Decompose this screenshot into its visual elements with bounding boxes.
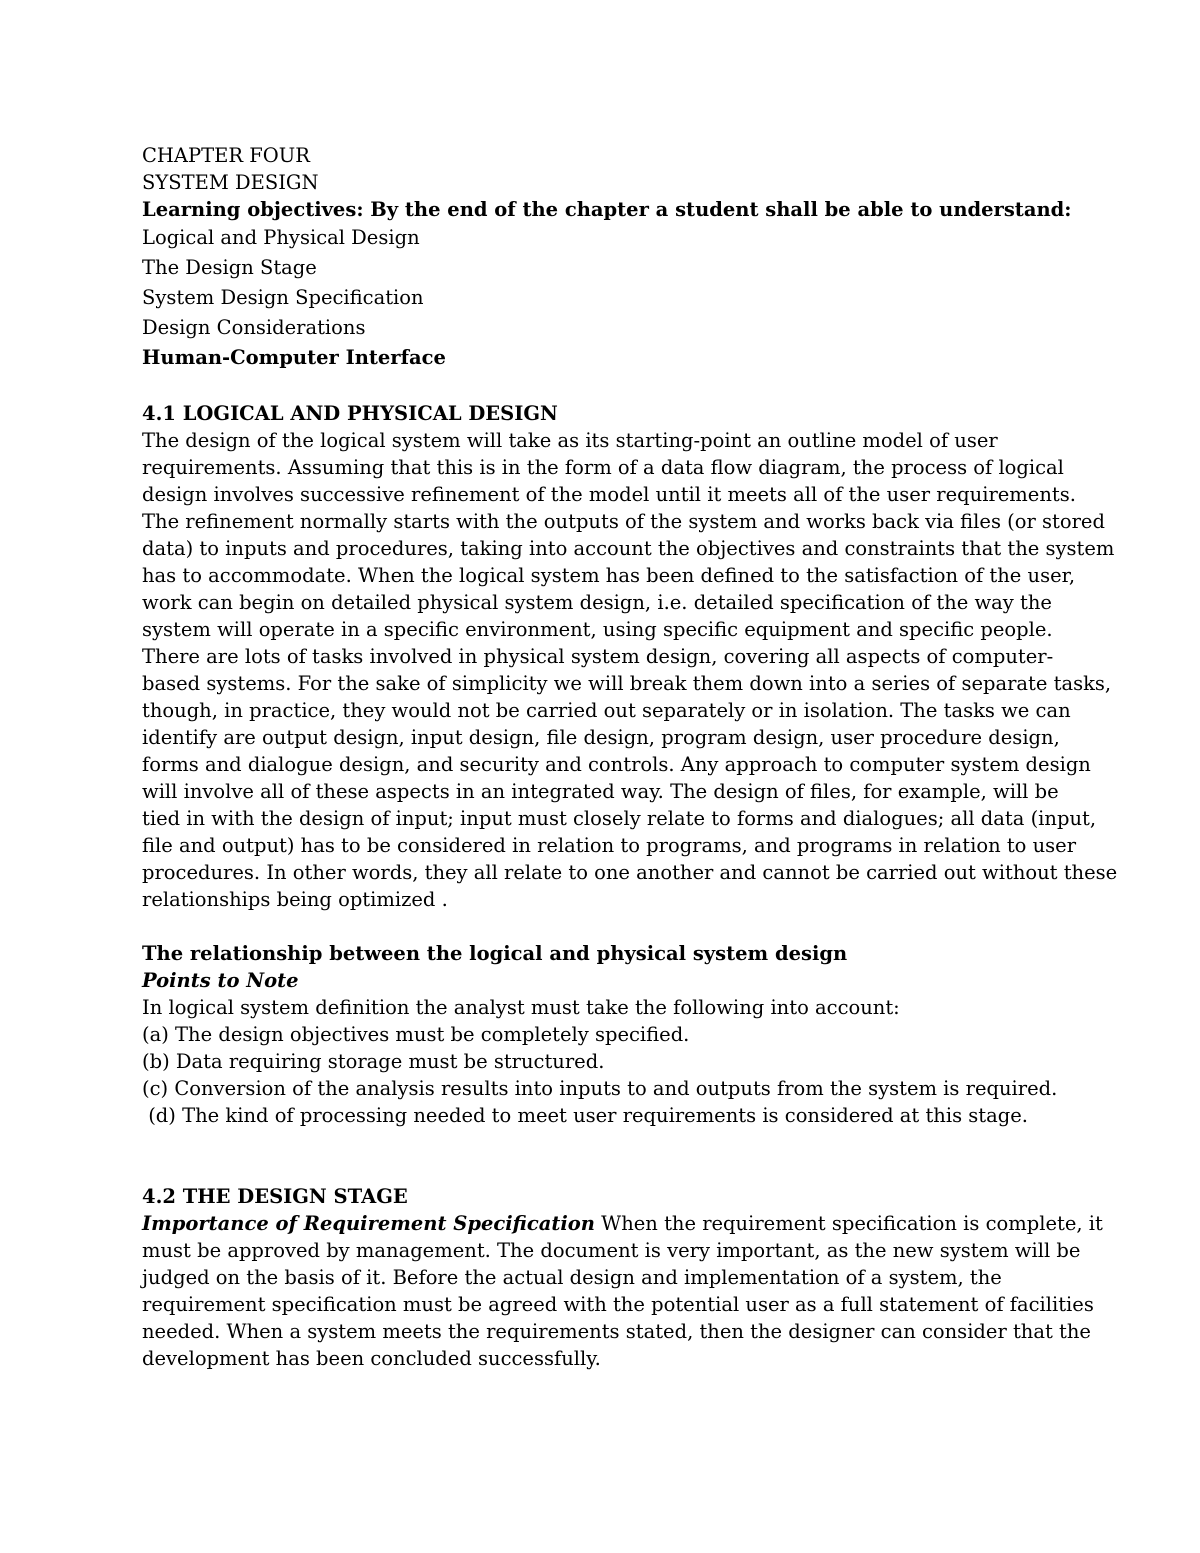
body-line: system will operate in a specific environment, using specific equipment and specific people. xyxy=(142,618,1053,641)
list-item: (b) Data requiring storage must be structured. xyxy=(142,1050,605,1073)
body-line: based systems. For the sake of simplicity we will break them down into a series of separate tasks, xyxy=(142,672,1112,695)
objectives-heading: Learning objectives: By the end of the chapter a student shall be able to understand: xyxy=(142,198,1072,221)
list-item: (c) Conversion of the analysis results into inputs to and outputs from the system is required. xyxy=(142,1077,1058,1100)
body-line: The design of the logical system will take as its starting-point an outline model of user xyxy=(142,429,998,452)
body-line: requirement specification must be agreed with the potential user as a full statement of facilities xyxy=(142,1293,1094,1316)
body-line: design involves successive refinement of the model until it meets all of the user requirements. xyxy=(142,483,1076,506)
body-line: must be approved by management. The document is very important, as the new system will be xyxy=(142,1239,1081,1262)
body-line-first xyxy=(142,1210,1103,1237)
body-line: work can begin on detailed physical system design, i.e. detailed specification of the way the xyxy=(142,591,1052,614)
objective-item: System Design Specification xyxy=(142,286,424,309)
page-content xyxy=(142,142,1118,1372)
objective-item: The Design Stage xyxy=(142,256,317,279)
section-heading-4-1: 4.1 LOGICAL AND PHYSICAL DESIGN xyxy=(142,402,558,425)
body-line: has to accommodate. When the logical system has been defined to the satisfaction of the user, xyxy=(142,564,1076,587)
points-to-note-heading: Points to Note xyxy=(142,969,299,992)
body-line: file and output) has to be considered in relation to programs, and programs in relation to user xyxy=(142,834,1077,857)
section-4-2-body xyxy=(142,1210,1103,1372)
objective-item: Design Considerations xyxy=(142,316,366,339)
list-item: (a) The design objectives must be completely specified. xyxy=(142,1023,690,1046)
body-line: identify are output design, input design, file design, program design, user procedure design, xyxy=(142,726,1060,749)
body-line: tied in with the design of input; input must closely relate to forms and dialogues; all data (input, xyxy=(142,807,1097,830)
body-line: judged on the basis of it. Before the actual design and implementation of a system, the xyxy=(142,1266,1002,1289)
body-line: development has been concluded successfully. xyxy=(142,1347,601,1370)
chapter-label: CHAPTER FOUR xyxy=(142,144,310,167)
body-line: The refinement normally starts with the outputs of the system and works back via files (or stored xyxy=(142,510,1105,533)
chapter-title: SYSTEM DESIGN xyxy=(142,171,319,194)
body-line: procedures. In other words, they all relate to one another and cannot be carried out without these xyxy=(142,861,1118,884)
body-line: There are lots of tasks involved in physical system design, covering all aspects of computer- xyxy=(142,645,1054,668)
section-4-1-body xyxy=(142,427,1118,913)
objective-item: Logical and Physical Design xyxy=(142,226,420,249)
body-line: relationships being optimized . xyxy=(142,888,448,911)
objectives-list xyxy=(142,223,1072,373)
importance-lead-rest: When the requirement specification is complete, it xyxy=(594,1212,1103,1235)
importance-lead: Importance of Requirement Specification xyxy=(142,1212,595,1235)
section-heading-4-2: 4.2 THE DESIGN STAGE xyxy=(142,1185,408,1208)
body-line: data) to inputs and procedures, taking into account the objectives and constraints that the system xyxy=(142,537,1115,560)
body-line: requirements. Assuming that this is in the form of a data flow diagram, the process of logical xyxy=(142,456,1064,479)
body-line: forms and dialogue design, and security and controls. Any approach to computer system design xyxy=(142,753,1091,776)
body-line: needed. When a system meets the requirements stated, then the designer can consider that the xyxy=(142,1320,1091,1343)
relationship-heading: The relationship between the logical and physical system design xyxy=(142,942,848,965)
body-line: though, in practice, they would not be carried out separately or in isolation. The tasks we can xyxy=(142,699,1071,722)
relationship-list xyxy=(142,1021,1072,1129)
list-item: (d) The kind of processing needed to meet user requirements is considered at this stage. xyxy=(142,1104,1028,1127)
relationship-intro: In logical system definition the analyst must take the following into account: xyxy=(142,996,900,1019)
body-line: will involve all of these aspects in an integrated way. The design of files, for example, will be xyxy=(142,780,1059,803)
objective-item-bold: Human-Computer Interface xyxy=(142,346,446,369)
